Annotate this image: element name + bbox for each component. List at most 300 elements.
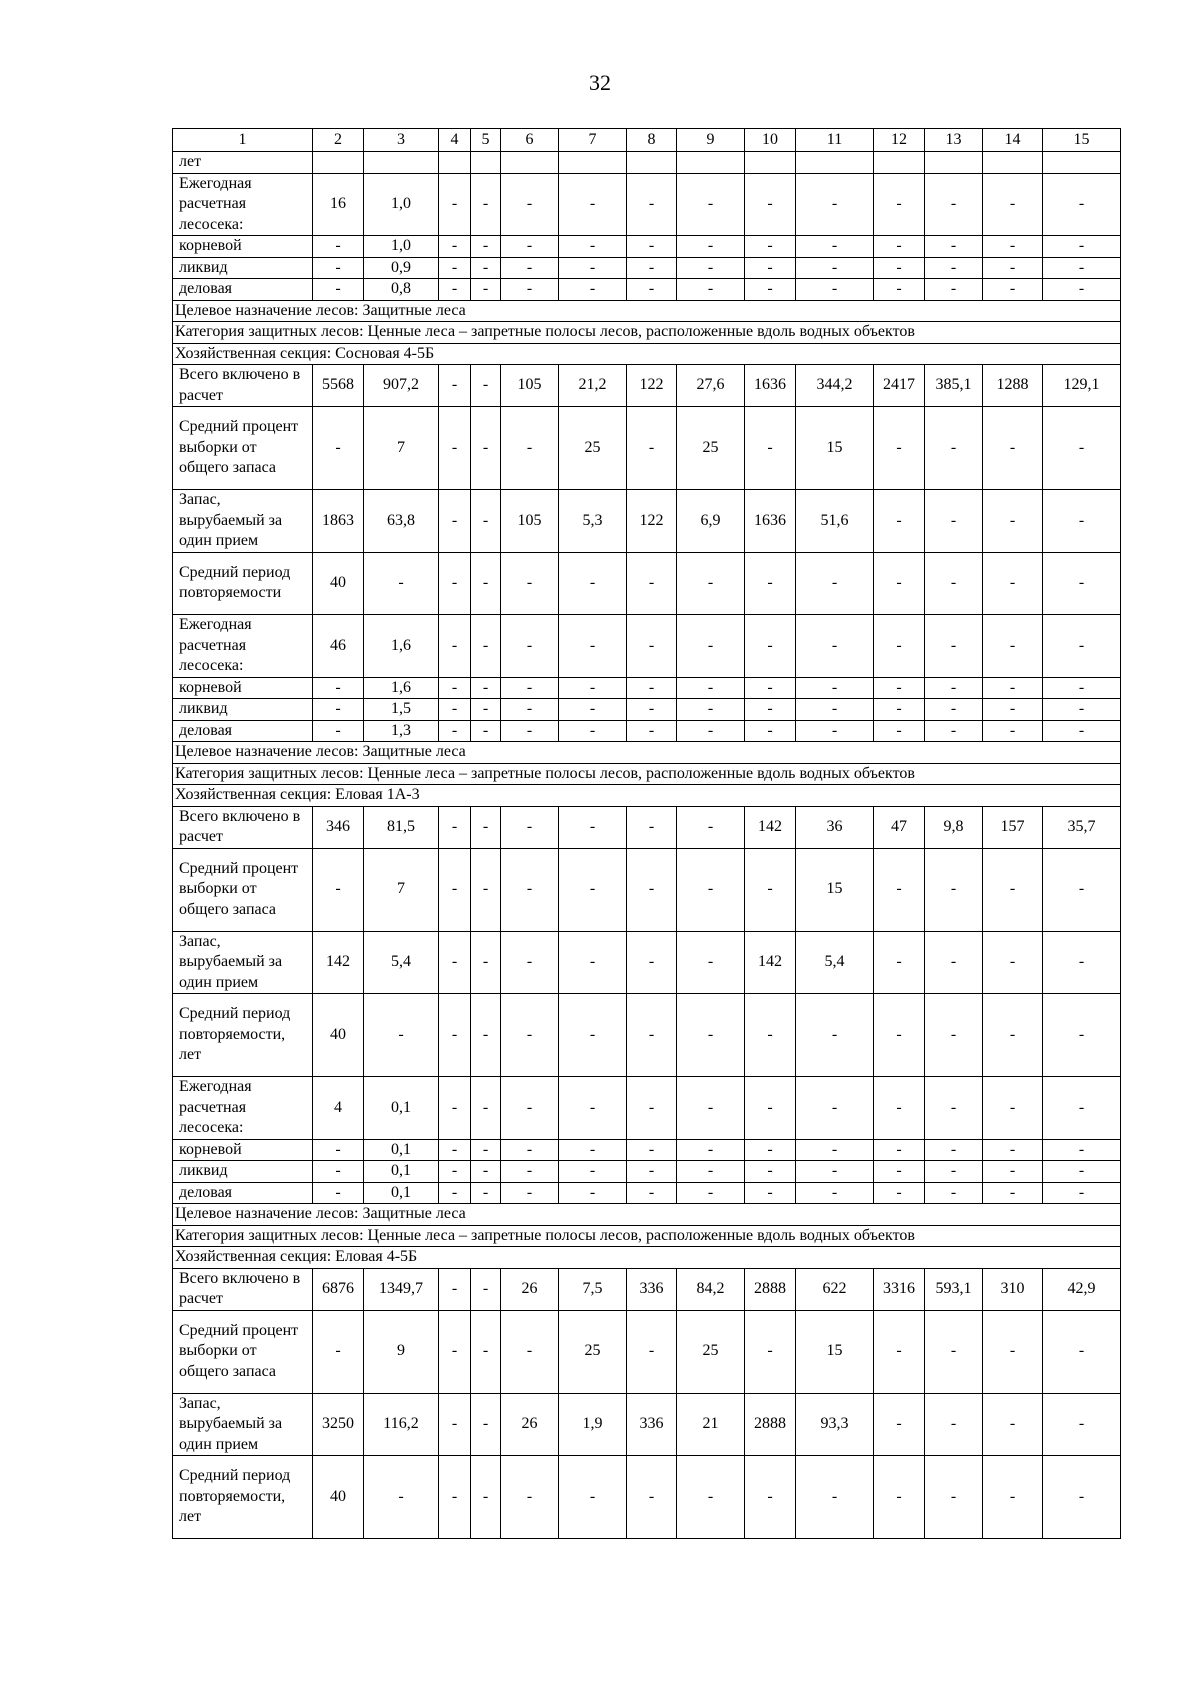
table-cell: -: [471, 1310, 501, 1393]
table-cell: -: [745, 677, 796, 699]
table-cell: -: [501, 806, 559, 848]
table-cell: -: [313, 236, 364, 258]
table-cell: -: [983, 279, 1043, 301]
table-cell: -: [796, 552, 874, 615]
table-cell: -: [313, 720, 364, 742]
section-heading: Целевое назначение лесов: Защитные леса: [173, 1204, 1121, 1226]
table-cell: -: [627, 931, 677, 994]
table-cell: 9: [364, 1310, 439, 1393]
table-cell: -: [677, 1077, 745, 1140]
table-row: [173, 407, 1121, 490]
table-cell: -: [745, 552, 796, 615]
table-cell: 142: [313, 931, 364, 994]
table-cell: 346: [313, 806, 364, 848]
table-cell: -: [925, 236, 983, 258]
table-cell: 0,1: [364, 1161, 439, 1183]
table-cell: 40: [313, 1456, 364, 1539]
table-cell: -: [559, 1456, 627, 1539]
table-cell: -: [983, 407, 1043, 490]
table-cell: -: [1043, 279, 1121, 301]
table-cell: -: [471, 1182, 501, 1204]
table-cell: -: [627, 257, 677, 279]
table-cell: -: [501, 720, 559, 742]
table-cell: -: [471, 806, 501, 848]
table-cell: -: [796, 1182, 874, 1204]
table-cell: -: [1043, 1077, 1121, 1140]
table-cell: -: [874, 1456, 925, 1539]
table-cell: 1,0: [364, 173, 439, 236]
table-cell: 26: [501, 1268, 559, 1310]
table-cell: -: [501, 1139, 559, 1161]
table-cell: -: [1043, 848, 1121, 931]
section-heading: Хозяйственная секция: Еловая 1А-3: [173, 785, 1121, 807]
table-cell: -: [796, 1456, 874, 1539]
table-cell: -: [745, 236, 796, 258]
table-cell: 122: [627, 365, 677, 407]
table-cell: -: [745, 720, 796, 742]
table-cell: -: [745, 699, 796, 721]
table-cell: -: [364, 1456, 439, 1539]
section-heading: Хозяйственная секция: Еловая 4-5Б: [173, 1247, 1121, 1269]
table-cell: 2417: [874, 365, 925, 407]
table-cell: -: [796, 1139, 874, 1161]
table-cell: -: [677, 236, 745, 258]
table-cell: 1349,7: [364, 1268, 439, 1310]
table-cell: 15: [796, 1310, 874, 1393]
table-cell: -: [1043, 173, 1121, 236]
table-cell: 622: [796, 1268, 874, 1310]
table-cell: -: [1043, 720, 1121, 742]
table-cell: -: [925, 1139, 983, 1161]
row-label: Средний период повторяемости, лет: [173, 994, 313, 1077]
table-cell: -: [874, 407, 925, 490]
table-cell: -: [796, 236, 874, 258]
table-cell: -: [439, 1139, 471, 1161]
table-cell: -: [983, 1456, 1043, 1539]
table-row: [173, 677, 1121, 699]
table-cell: 42,9: [1043, 1268, 1121, 1310]
table-cell: -: [313, 1310, 364, 1393]
table-cell: 40: [313, 994, 364, 1077]
header-cell: 4: [439, 129, 471, 152]
table-cell: -: [471, 677, 501, 699]
table-cell: -: [925, 552, 983, 615]
table-row: [173, 490, 1121, 553]
table-cell: -: [796, 720, 874, 742]
table-cell: -: [439, 490, 471, 553]
table-cell: 15: [796, 848, 874, 931]
table-row: [173, 931, 1121, 994]
table-cell: 36: [796, 806, 874, 848]
header-cell: 9: [677, 129, 745, 152]
table-row: [173, 257, 1121, 279]
section-heading: Категория защитных лесов: Ценные леса – запретные полосы лесов, расположенные вдоль водных объектов: [173, 763, 1121, 785]
table-cell: 0,1: [364, 1182, 439, 1204]
table-cell: [925, 152, 983, 174]
row-label: Средний процент выборки от общего запаса: [173, 1310, 313, 1393]
table-cell: -: [627, 699, 677, 721]
row-label: деловая: [173, 279, 313, 301]
table-cell: -: [745, 1161, 796, 1183]
table-cell: -: [874, 257, 925, 279]
table-cell: -: [1043, 257, 1121, 279]
table-cell: -: [874, 173, 925, 236]
table-cell: -: [313, 677, 364, 699]
header-cell: 10: [745, 129, 796, 152]
row-label: Всего включено в расчет: [173, 365, 313, 407]
table-cell: 1,9: [559, 1393, 627, 1456]
table-cell: -: [983, 720, 1043, 742]
table-cell: [677, 152, 745, 174]
table-cell: -: [983, 552, 1043, 615]
table-cell: -: [1043, 1456, 1121, 1539]
row-label: Средний период повторяемости, лет: [173, 1456, 313, 1539]
table-cell: 25: [559, 407, 627, 490]
table-cell: -: [874, 490, 925, 553]
table-cell: -: [627, 279, 677, 301]
table-cell: 21,2: [559, 365, 627, 407]
table-cell: -: [925, 1182, 983, 1204]
row-label: Всего включено в расчет: [173, 1268, 313, 1310]
table-cell: -: [677, 677, 745, 699]
row-label: Средний процент выборки от общего запаса: [173, 848, 313, 931]
table-cell: 1,6: [364, 677, 439, 699]
table-cell: -: [471, 1268, 501, 1310]
table-cell: -: [925, 994, 983, 1077]
table-cell: 105: [501, 365, 559, 407]
table-row: [173, 1456, 1121, 1539]
header-cell: 13: [925, 129, 983, 152]
table-cell: -: [627, 806, 677, 848]
table-cell: -: [471, 1139, 501, 1161]
section-row: [173, 742, 1121, 764]
table-cell: -: [1043, 1161, 1121, 1183]
table-cell: -: [1043, 490, 1121, 553]
table-cell: -: [439, 615, 471, 678]
table-cell: 385,1: [925, 365, 983, 407]
table-cell: -: [313, 699, 364, 721]
header-cell: 3: [364, 129, 439, 152]
section-row: [173, 1247, 1121, 1269]
table-cell: -: [501, 931, 559, 994]
table-cell: -: [559, 677, 627, 699]
table-cell: 7: [364, 848, 439, 931]
table-row: [173, 720, 1121, 742]
table-cell: 593,1: [925, 1268, 983, 1310]
row-label: Запас, вырубаемый за один прием: [173, 490, 313, 553]
table-cell: 1,3: [364, 720, 439, 742]
table-cell: -: [983, 257, 1043, 279]
table-cell: -: [874, 931, 925, 994]
table-cell: -: [925, 407, 983, 490]
section-row: [173, 300, 1121, 322]
table-cell: -: [471, 1393, 501, 1456]
table-cell: 5568: [313, 365, 364, 407]
table-cell: -: [1043, 236, 1121, 258]
table-cell: -: [874, 699, 925, 721]
row-label: Ежегодная расчетная лесосека:: [173, 615, 313, 678]
table-cell: -: [796, 1161, 874, 1183]
table-cell: -: [925, 490, 983, 553]
table-cell: -: [983, 490, 1043, 553]
table-cell: -: [1043, 931, 1121, 994]
table-cell: [1043, 152, 1121, 174]
forest-calculation-table: [172, 128, 1121, 1539]
table-cell: -: [1043, 677, 1121, 699]
table-cell: -: [796, 1077, 874, 1140]
table-row: [173, 1393, 1121, 1456]
table-cell: -: [439, 720, 471, 742]
table-cell: 5,4: [364, 931, 439, 994]
table-cell: -: [874, 720, 925, 742]
table-cell: -: [439, 407, 471, 490]
table-row: [173, 1310, 1121, 1393]
table-row: [173, 1182, 1121, 1204]
table-row: [173, 365, 1121, 407]
table-row: [173, 806, 1121, 848]
header-cell: 1: [173, 129, 313, 152]
table-cell: -: [796, 677, 874, 699]
table-cell: -: [925, 848, 983, 931]
table-cell: -: [364, 994, 439, 1077]
table-cell: 1,6: [364, 615, 439, 678]
table-cell: 2888: [745, 1393, 796, 1456]
table-cell: -: [313, 1139, 364, 1161]
table-cell: -: [439, 365, 471, 407]
table-cell: -: [471, 490, 501, 553]
table-cell: -: [796, 699, 874, 721]
table-cell: -: [439, 699, 471, 721]
table-cell: -: [983, 699, 1043, 721]
table-cell: -: [745, 257, 796, 279]
table-cell: -: [501, 279, 559, 301]
row-label: деловая: [173, 720, 313, 742]
table-cell: -: [627, 1077, 677, 1140]
table-cell: 40: [313, 552, 364, 615]
table-cell: -: [627, 848, 677, 931]
table-cell: -: [677, 720, 745, 742]
row-label: Средний период повторяемости: [173, 552, 313, 615]
table-cell: -: [559, 173, 627, 236]
table-cell: -: [677, 931, 745, 994]
table-cell: -: [313, 848, 364, 931]
table-cell: [471, 152, 501, 174]
table-cell: -: [439, 931, 471, 994]
table-cell: 93,3: [796, 1393, 874, 1456]
table-cell: -: [874, 615, 925, 678]
table-cell: -: [983, 173, 1043, 236]
table-cell: -: [471, 720, 501, 742]
row-label: лет: [173, 152, 313, 174]
table-cell: 21: [677, 1393, 745, 1456]
table-cell: -: [677, 173, 745, 236]
row-label: корневой: [173, 677, 313, 699]
table-cell: [796, 152, 874, 174]
table-cell: -: [471, 407, 501, 490]
header-cell: 8: [627, 129, 677, 152]
table-cell: 116,2: [364, 1393, 439, 1456]
header-cell: 2: [313, 129, 364, 152]
table-cell: -: [559, 279, 627, 301]
table-cell: 1,0: [364, 236, 439, 258]
table-cell: -: [439, 1268, 471, 1310]
table-cell: 310: [983, 1268, 1043, 1310]
table-cell: -: [925, 699, 983, 721]
table-cell: -: [925, 931, 983, 994]
row-label: ликвид: [173, 699, 313, 721]
table-cell: -: [1043, 1139, 1121, 1161]
table-cell: 105: [501, 490, 559, 553]
table-row: [173, 848, 1121, 931]
table-cell: 1636: [745, 490, 796, 553]
table-cell: -: [874, 1393, 925, 1456]
table-cell: -: [627, 236, 677, 258]
table-cell: -: [501, 1077, 559, 1140]
table-row: [173, 236, 1121, 258]
table-cell: 81,5: [364, 806, 439, 848]
section-row: [173, 785, 1121, 807]
table-cell: -: [559, 1077, 627, 1140]
table-cell: -: [925, 1077, 983, 1140]
table-cell: [874, 152, 925, 174]
table-cell: -: [627, 1161, 677, 1183]
section-heading: Хозяйственная секция: Сосновая 4-5Б: [173, 343, 1121, 365]
table-cell: -: [796, 279, 874, 301]
table-cell: 51,6: [796, 490, 874, 553]
table-cell: -: [627, 677, 677, 699]
table-cell: -: [677, 848, 745, 931]
table-cell: -: [983, 1393, 1043, 1456]
table-cell: -: [313, 279, 364, 301]
table-cell: -: [501, 994, 559, 1077]
table-row: [173, 1268, 1121, 1310]
table-cell: 2888: [745, 1268, 796, 1310]
table-cell: -: [874, 1161, 925, 1183]
table-cell: -: [501, 257, 559, 279]
table-cell: -: [627, 552, 677, 615]
table-row: [173, 173, 1121, 236]
table-cell: -: [1043, 1393, 1121, 1456]
table-cell: 122: [627, 490, 677, 553]
table-cell: 16: [313, 173, 364, 236]
table-cell: -: [627, 720, 677, 742]
table-cell: 6,9: [677, 490, 745, 553]
table-cell: -: [501, 848, 559, 931]
table-cell: -: [983, 1139, 1043, 1161]
table-cell: -: [925, 720, 983, 742]
table-body: [173, 129, 1121, 1539]
table-cell: -: [983, 677, 1043, 699]
table-cell: -: [439, 1456, 471, 1539]
table-row: [173, 152, 1121, 174]
table-cell: 0,1: [364, 1139, 439, 1161]
table-cell: -: [745, 994, 796, 1077]
table-cell: -: [1043, 407, 1121, 490]
table-cell: 3250: [313, 1393, 364, 1456]
table-cell: 25: [677, 1310, 745, 1393]
table-cell: -: [677, 1139, 745, 1161]
table-cell: 5,4: [796, 931, 874, 994]
table-cell: -: [627, 1456, 677, 1539]
table-row: [173, 699, 1121, 721]
table-cell: -: [471, 257, 501, 279]
table-cell: 336: [627, 1268, 677, 1310]
table-cell: -: [874, 1139, 925, 1161]
section-row: [173, 343, 1121, 365]
table-cell: -: [677, 994, 745, 1077]
table-cell: 5,3: [559, 490, 627, 553]
row-label: ликвид: [173, 1161, 313, 1183]
table-cell: -: [627, 407, 677, 490]
header-cell: 12: [874, 129, 925, 152]
table-cell: -: [874, 1182, 925, 1204]
table-cell: -: [677, 806, 745, 848]
table-cell: -: [1043, 1182, 1121, 1204]
table-cell: -: [439, 1182, 471, 1204]
table-cell: -: [471, 848, 501, 931]
table-cell: -: [313, 407, 364, 490]
table-cell: 4: [313, 1077, 364, 1140]
row-label: корневой: [173, 1139, 313, 1161]
header-cell: 7: [559, 129, 627, 152]
table-cell: -: [559, 1161, 627, 1183]
table-cell: -: [874, 994, 925, 1077]
table-cell: -: [796, 615, 874, 678]
table-cell: -: [1043, 552, 1121, 615]
table-cell: -: [471, 931, 501, 994]
table-cell: 336: [627, 1393, 677, 1456]
table-cell: -: [559, 848, 627, 931]
section-row: [173, 322, 1121, 344]
table-cell: -: [559, 931, 627, 994]
table-cell: -: [874, 552, 925, 615]
table-cell: -: [745, 1139, 796, 1161]
section-heading: Целевое назначение лесов: Защитные леса: [173, 742, 1121, 764]
table-cell: -: [501, 699, 559, 721]
table-cell: -: [745, 173, 796, 236]
table-cell: -: [745, 279, 796, 301]
table-cell: 35,7: [1043, 806, 1121, 848]
table-cell: -: [677, 699, 745, 721]
table-cell: -: [983, 1161, 1043, 1183]
table-cell: [745, 152, 796, 174]
table-row: [173, 1077, 1121, 1140]
table-cell: -: [559, 1182, 627, 1204]
table-cell: 27,6: [677, 365, 745, 407]
table-cell: -: [559, 699, 627, 721]
row-label: деловая: [173, 1182, 313, 1204]
table-cell: -: [439, 1310, 471, 1393]
table-cell: -: [874, 1310, 925, 1393]
header-row: [173, 129, 1121, 152]
table-cell: -: [925, 1456, 983, 1539]
table-cell: -: [677, 257, 745, 279]
table-cell: -: [501, 1161, 559, 1183]
row-label: Ежегодная расчетная лесосека:: [173, 1077, 313, 1140]
table-cell: -: [471, 173, 501, 236]
table-cell: -: [313, 257, 364, 279]
table-cell: 907,2: [364, 365, 439, 407]
section-heading: Целевое назначение лесов: Защитные леса: [173, 300, 1121, 322]
table-cell: 129,1: [1043, 365, 1121, 407]
section-row: [173, 763, 1121, 785]
table-cell: -: [439, 1393, 471, 1456]
table-cell: 26: [501, 1393, 559, 1456]
table-cell: [439, 152, 471, 174]
table-cell: 25: [677, 407, 745, 490]
table-cell: -: [677, 1182, 745, 1204]
table-cell: [627, 152, 677, 174]
